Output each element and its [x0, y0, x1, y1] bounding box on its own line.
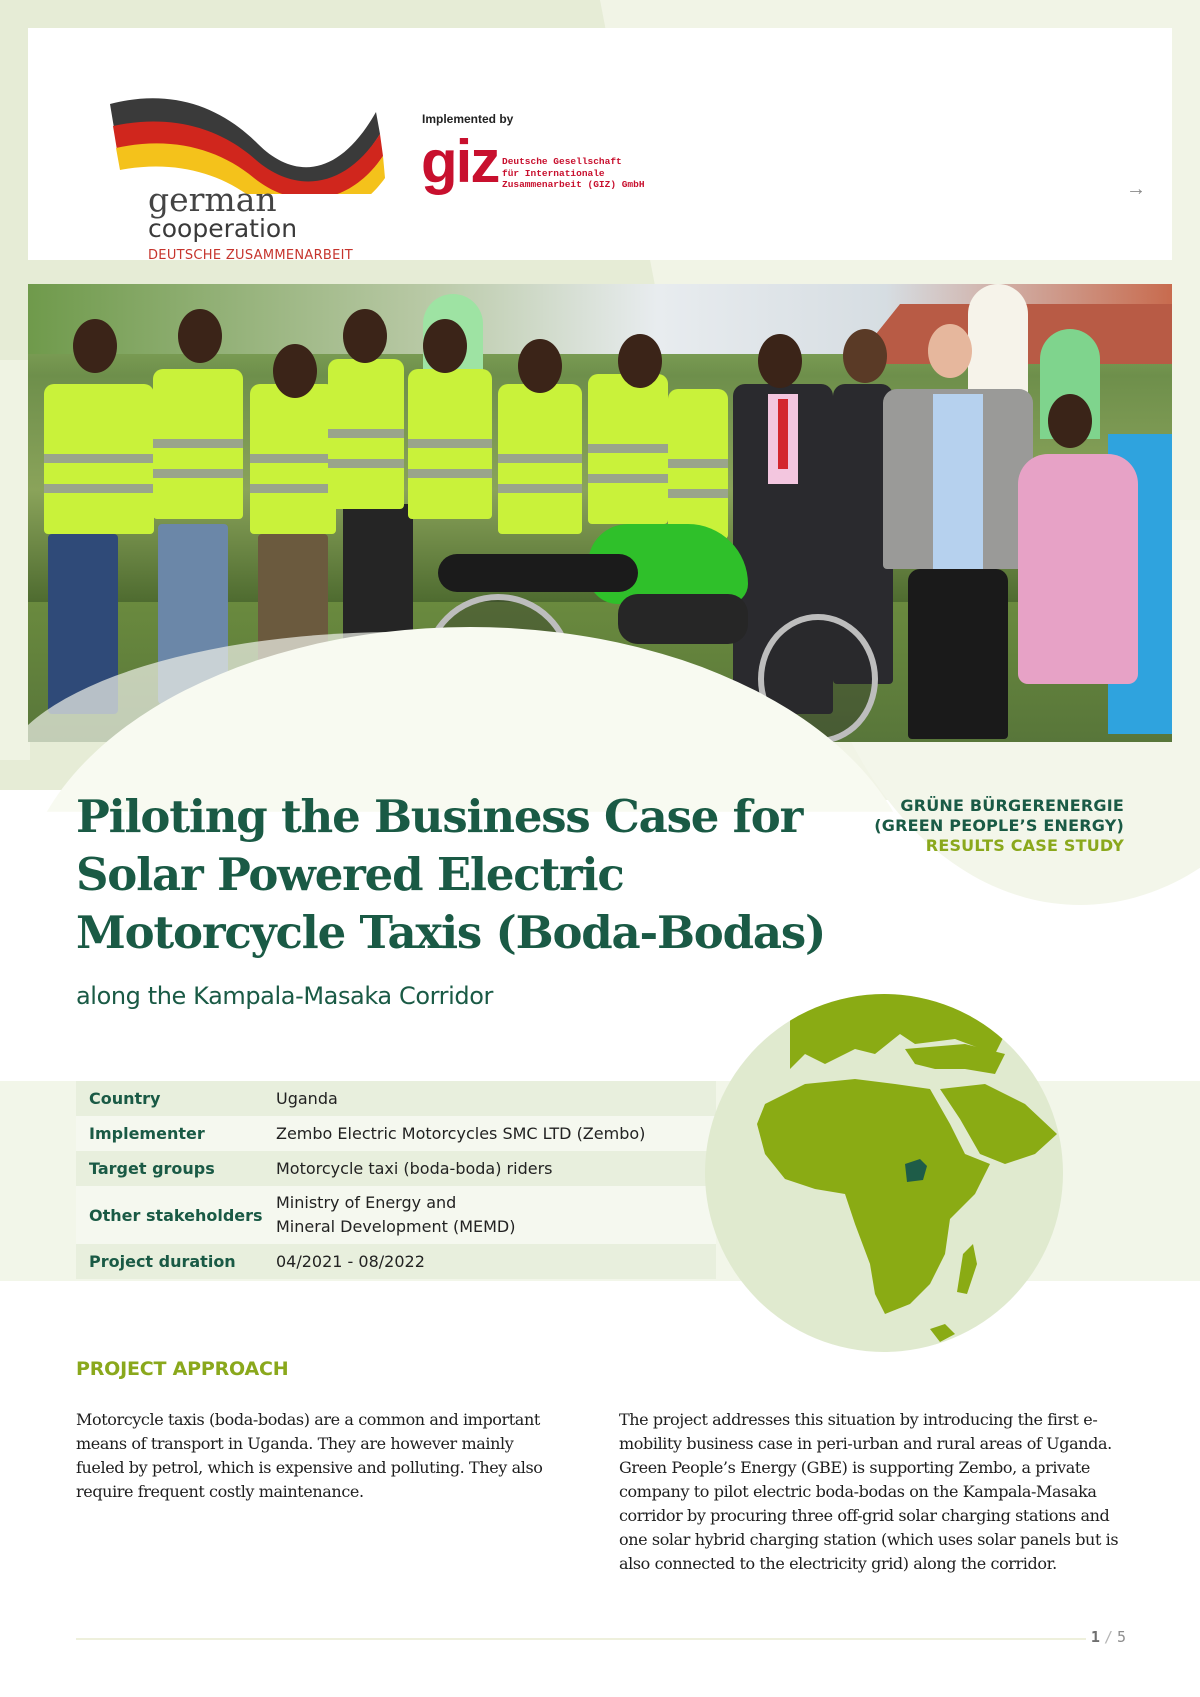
page-separator: /: [1103, 1628, 1117, 1646]
page-indicator: [1091, 1628, 1130, 1646]
photo-dress: [1018, 454, 1138, 684]
implemented-by-label: Implemented by: [422, 112, 514, 126]
footer-divider: [76, 1638, 1086, 1640]
table-value: [276, 1191, 716, 1239]
page-subtitle: along the Kampala-Masaka Corridor: [76, 982, 493, 1010]
giz-text-line3: Zusammenarbeit (GIZ) GmbH: [502, 179, 645, 190]
africa-globe-map: [705, 994, 1063, 1352]
photo-head: [1048, 394, 1092, 448]
giz-text-line1: Deutsche Gesellschaft: [502, 156, 622, 167]
logo-text-deutsche-zusammenarbeit: DEUTSCHE ZUSAMMENARBEIT: [148, 248, 354, 263]
photo-vest: [153, 369, 243, 519]
table-row-implementer: [76, 1116, 716, 1151]
program-label-line3: RESULTS CASE STUDY: [925, 836, 1124, 855]
project-info-table: [76, 1081, 716, 1279]
table-label: Country: [89, 1089, 161, 1108]
table-row-target-groups: [76, 1151, 716, 1186]
program-label: [874, 796, 1124, 856]
background-left-strip: [0, 360, 30, 760]
photo-tie: [778, 399, 788, 469]
photo-head: [423, 319, 467, 373]
photo-banner-white: [968, 284, 1028, 404]
photo-head: [928, 324, 972, 378]
paragraph-left: Motorcycle taxis (boda-bodas) are a common and important means of transport in Uganda. They are however mainly fueled by petrol, which is expensive and polluting. They also require frequent costly maintenance.: [76, 1410, 543, 1501]
program-label-line1: GRÜNE BÜRGERENERGIE: [900, 796, 1124, 815]
photo-vest: [498, 384, 582, 534]
german-cooperation-logo: [80, 60, 380, 263]
photo-vest: [668, 389, 728, 539]
giz-text-line2: für Internationale: [502, 167, 605, 179]
page-current: 1: [1090, 1628, 1104, 1646]
table-value-line1: Ministry of Energy and: [276, 1193, 457, 1212]
table-value: 04/2021 - 08/2022: [276, 1251, 425, 1271]
africa-map-icon: [705, 994, 1063, 1352]
table-row-project-duration: [76, 1244, 716, 1279]
giz-logo-text: [502, 156, 645, 191]
photo-motorcycle-seat: [438, 554, 638, 592]
table-label: Project duration: [89, 1252, 236, 1271]
table-label: Target groups: [89, 1159, 215, 1178]
photo-vest: [588, 374, 668, 524]
photo-head: [843, 329, 887, 383]
table-value: Motorcycle taxi (boda-boda) riders: [276, 1158, 553, 1178]
photo-vest: [408, 369, 492, 519]
table-row-other-stakeholders: [76, 1186, 716, 1244]
photo-head: [73, 319, 117, 373]
table-label: Implementer: [89, 1124, 205, 1143]
paragraph-right: The project addresses this situation by introducing the first e-mobility business case in peri-urban and rural areas of Uganda. Green People’s Energy (GBE) is supporting Zembo, a private company to pilot electric boda-bodas on the Kampala-Masaka corridor by procuring three off-grid solar charging stations and one solar hybrid charging station (which uses solar panels but is also connected to the electricity grid) along the corridor.: [619, 1410, 1119, 1573]
logo-text-german: german: [148, 180, 277, 219]
section-heading-project-approach: PROJECT APPROACH: [76, 1358, 289, 1380]
page-title: Piloting the Business Case for Solar Powered Electric Motorcycle Taxis (Boda-Bodas): [76, 790, 826, 959]
photo-vest: [44, 384, 154, 534]
photo-vest: [328, 359, 404, 509]
photo-motorcycle-frame: [618, 594, 748, 644]
table-value-line2: Mineral Development (MEMD): [276, 1217, 516, 1236]
giz-logo-mark: giz: [421, 128, 499, 195]
table-value: Uganda: [276, 1088, 338, 1108]
logo-text-cooperation: cooperation: [148, 214, 298, 243]
arrow-right-icon[interactable]: →: [1126, 178, 1146, 200]
table-label: Other stakeholders: [89, 1205, 263, 1225]
photo-head: [618, 334, 662, 388]
photo-vest: [250, 384, 336, 534]
photo-trousers: [908, 569, 1008, 739]
page-total: 5: [1116, 1628, 1130, 1646]
table-row-country: [76, 1081, 716, 1116]
table-value: Zembo Electric Motorcycles SMC LTD (Zembo): [276, 1123, 646, 1143]
photo-head: [758, 334, 802, 388]
header-logo-card: [28, 28, 1172, 263]
photo-head: [273, 344, 317, 398]
photo-head: [343, 309, 387, 363]
photo-head: [518, 339, 562, 393]
photo-shirt: [933, 394, 983, 569]
program-label-line2: (GREEN PEOPLE’S ENERGY): [874, 816, 1124, 835]
german-flag-ribbon-icon: [108, 94, 388, 194]
photo-head: [178, 309, 222, 363]
